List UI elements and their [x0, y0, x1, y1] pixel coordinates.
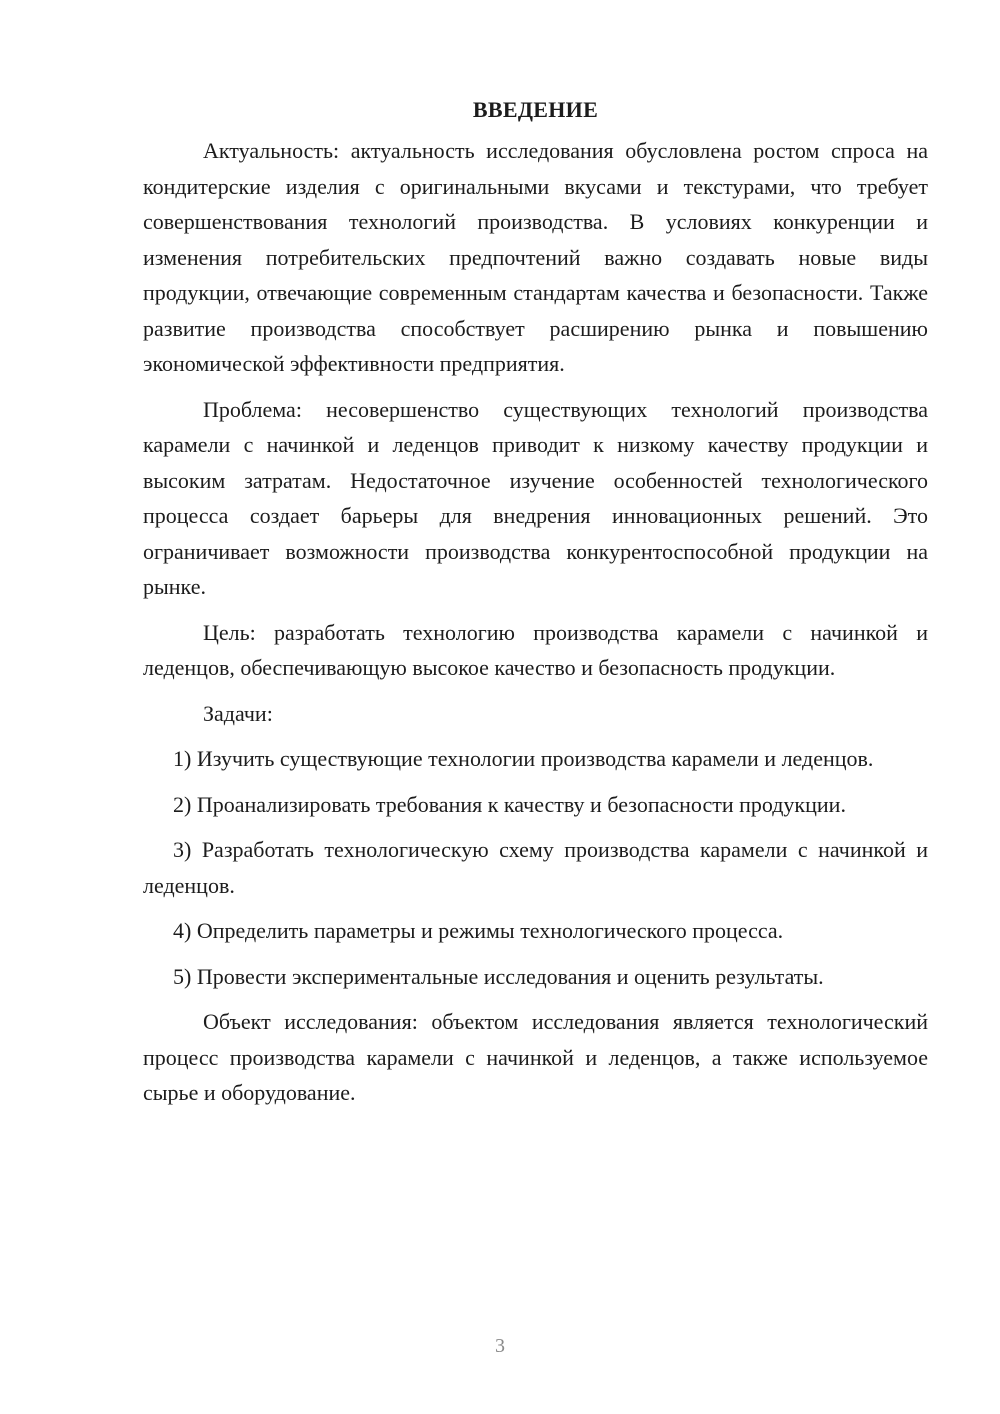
task-item-4: 4) Определить параметры и режимы технологического процесса.	[173, 918, 784, 943]
task-item-2: 2) Проанализировать требования к качеству и безопасности продукции.	[173, 791, 846, 817]
object-paragraph: Объект исследования: объектом исследования является технологический процесс производства карамели с начинкой и леденцов, а также используемое сырье и оборудование.	[143, 1009, 928, 1105]
page-content	[143, 92, 928, 1121]
relevance-paragraph: Актуальность: актуальность исследования обусловлена ростом спроса на кондитерские изделия с оригинальными вкусами и текстурами, что требует совершенствования технологий производства. В условиях конкуренции и изменения потребительских предпочтений важно создавать новые виды продукции, отвечающие современным стандартам качества и безопасности. Также развитие производства способствует расширению рынка и повышению экономической эффективности предприятия.	[143, 138, 928, 376]
task-item-3: 3) Разработать технологическую схему производства карамели с начинкой и леденцов.	[143, 837, 928, 898]
task-item-1: 1) Изучить существующие технологии производства карамели и леденцов.	[173, 746, 874, 771]
problem-paragraph: Проблема: несовершенство существующих технологий производства карамели с начинкой и леденцов приводит к низкому качеству продукции и высоким затратам. Недостаточное изучение особенностей технологического процесса создает барьеры для внедрения инновационных решений. Это ограничивает возможности производства конкурентоспособной продукции на рынке.	[143, 396, 928, 599]
section-heading: ВВЕДЕНИЕ	[472, 97, 599, 122]
tasks-label: Задачи:	[203, 700, 273, 726]
goal-paragraph: Цель: разработать технологию производства карамели с начинкой и леденцов, обеспечивающую высокое качество и безопасность продукции.	[143, 619, 928, 680]
task-item-5: 5) Провести экспериментальные исследования и оценить результаты.	[173, 963, 824, 989]
page-number: 3	[495, 1335, 505, 1357]
